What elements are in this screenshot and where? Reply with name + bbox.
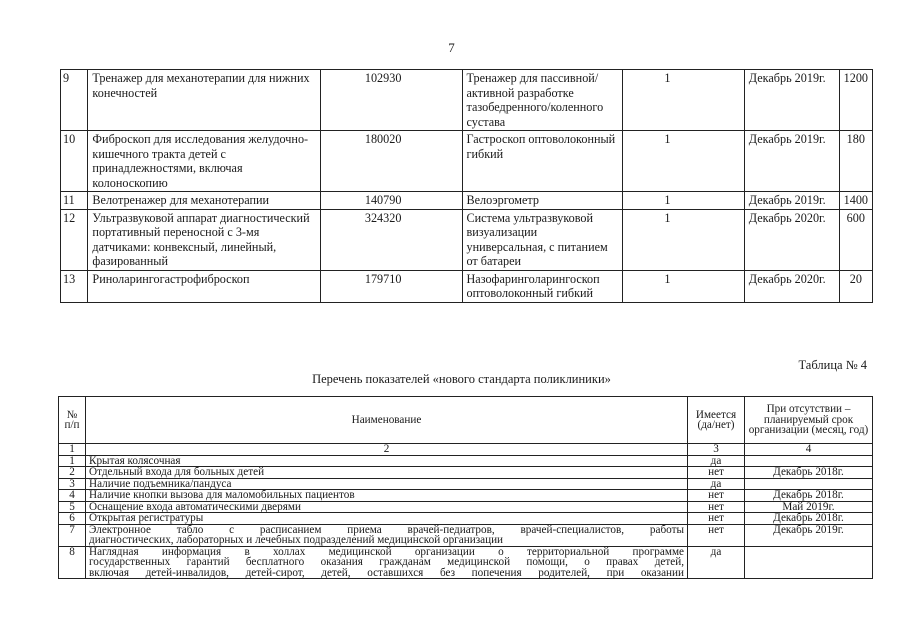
row-name: Оснащение входа автоматическими дверями bbox=[86, 501, 688, 513]
table-row bbox=[59, 546, 873, 579]
row-text-line: диагностических, лабораторных и лечебных подразделений медицинской организации bbox=[89, 534, 504, 546]
row-num: 13 bbox=[61, 270, 88, 302]
table-row bbox=[59, 455, 873, 467]
row-code: 102930 bbox=[320, 70, 462, 131]
table-row bbox=[61, 70, 873, 131]
row-has: нет bbox=[688, 467, 745, 479]
table-row bbox=[61, 209, 873, 270]
row-code: 140790 bbox=[320, 192, 462, 210]
row-num: 5 bbox=[59, 501, 86, 513]
row-num: 3 bbox=[59, 478, 86, 490]
table-row bbox=[59, 478, 873, 490]
table-header-row bbox=[59, 397, 873, 444]
row-date: Декабрь 2020г. bbox=[744, 209, 839, 270]
row-has: да bbox=[688, 546, 745, 579]
row-num: 1 bbox=[59, 455, 86, 467]
table-row bbox=[59, 467, 873, 479]
table-row bbox=[61, 192, 873, 210]
row-quantity: 1 bbox=[623, 70, 745, 131]
row-price: 1200 bbox=[839, 70, 872, 131]
row-code: 179710 bbox=[320, 270, 462, 302]
row-description: Тренажер для пассивной/активной разработке тазобедренного/коленного сустава bbox=[462, 70, 623, 131]
row-num: 7 bbox=[59, 524, 86, 546]
page-number: 7 bbox=[448, 40, 455, 55]
row-description: Велоэргометр bbox=[462, 192, 623, 210]
header-name: Наименование bbox=[86, 397, 688, 444]
row-num: 10 bbox=[61, 131, 88, 192]
row-date: Декабрь 2019г. bbox=[744, 70, 839, 131]
row-num: 6 bbox=[59, 513, 86, 525]
row-has: да bbox=[688, 455, 745, 467]
row-num: 11 bbox=[61, 192, 88, 210]
colnum-1: 1 bbox=[59, 444, 86, 456]
row-name: Крытая колясочная bbox=[86, 455, 688, 467]
row-plan: Декабрь 2018г. bbox=[745, 467, 873, 479]
standard-indicators-table bbox=[58, 396, 873, 579]
header-has: Имеется (да/нет) bbox=[688, 397, 745, 444]
row-price: 180 bbox=[839, 131, 872, 192]
table-row bbox=[59, 501, 873, 513]
header-plan: При отсутствии – планируемый срок организации (месяц, год) bbox=[745, 397, 873, 444]
row-text-line: Наглядная информация в холлах медицинской организации о территориальной программе bbox=[89, 545, 684, 558]
row-code: 180020 bbox=[320, 131, 462, 192]
row-name: Наличие кнопки вызова для маломобильных пациентов bbox=[86, 490, 688, 502]
row-plan: Декабрь 2019г. bbox=[745, 524, 873, 546]
table-row bbox=[61, 131, 873, 192]
row-date: Декабрь 2019г. bbox=[744, 131, 839, 192]
row-plan: Декабрь 2018г. bbox=[745, 513, 873, 525]
row-num: 2 bbox=[59, 467, 86, 479]
table-label: Таблица № 4 bbox=[798, 358, 867, 372]
colnum-2: 2 bbox=[86, 444, 688, 456]
row-plan: Декабрь 2018г. bbox=[745, 490, 873, 502]
row-price: 1400 bbox=[839, 192, 872, 210]
row-has: нет bbox=[688, 501, 745, 513]
row-text-line: включая детей-инвалидов, детей-сирот, детей, оставшихся без попечения родителей, при оказании bbox=[89, 566, 684, 579]
row-name: Ультразвуковой аппарат диагностический портативный переносной с 3-мя датчиками: конвексный, линейный, фазированный bbox=[88, 209, 320, 270]
row-num: 4 bbox=[59, 490, 86, 502]
row-name: Велотренажер для механотерапии bbox=[88, 192, 320, 210]
row-code: 324320 bbox=[320, 209, 462, 270]
table-row bbox=[59, 490, 873, 502]
row-description: Система ультразвуковой визуализации универсальная, с питанием от батареи bbox=[462, 209, 623, 270]
table-title: Перечень показателей «нового стандарта поликлиники» bbox=[312, 372, 611, 386]
row-has: да bbox=[688, 478, 745, 490]
row-quantity: 1 bbox=[623, 270, 745, 302]
colnum-3: 3 bbox=[688, 444, 745, 456]
row-quantity: 1 bbox=[623, 209, 745, 270]
row-name: Отдельный входа для больных детей bbox=[86, 467, 688, 479]
row-text-line: государственных гарантий бесплатного оказания гражданам медицинской помощи, о правах детей, bbox=[89, 556, 684, 568]
row-quantity: 1 bbox=[623, 192, 745, 210]
row-has: нет bbox=[688, 513, 745, 525]
column-number-row bbox=[59, 444, 873, 456]
row-text-line: Электронное табло с расписанием приема врачей-педиатров, врачей-специалистов, работы bbox=[89, 523, 684, 536]
row-plan bbox=[745, 546, 873, 579]
row-description: Гастроскоп оптоволоконный гибкий bbox=[462, 131, 623, 192]
row-description: Назофаринголарингоскоп оптоволоконный гибкий bbox=[462, 270, 623, 302]
equipment-table bbox=[60, 69, 873, 303]
row-plan bbox=[745, 455, 873, 467]
row-plan: Май 2019г. bbox=[745, 501, 873, 513]
row-has: нет bbox=[688, 524, 745, 546]
table-row bbox=[61, 270, 873, 302]
row-name: Фиброскоп для исследования желудочно-кишечного тракта детей с принадлежностями, включая колоноскопию bbox=[88, 131, 320, 192]
row-date: Декабрь 2019г. bbox=[744, 192, 839, 210]
table-row bbox=[59, 513, 873, 525]
row-price: 600 bbox=[839, 209, 872, 270]
row-name: Риноларингогастрофиброскоп bbox=[88, 270, 320, 302]
row-num: 12 bbox=[61, 209, 88, 270]
row-price: 20 bbox=[839, 270, 872, 302]
row-quantity: 1 bbox=[623, 131, 745, 192]
row-plan bbox=[745, 478, 873, 490]
table-row bbox=[59, 524, 873, 546]
row-date: Декабрь 2020г. bbox=[744, 270, 839, 302]
row-name: Тренажер для механотерапии для нижних конечностей bbox=[88, 70, 320, 131]
row-name: Открытая регистратуры bbox=[86, 513, 688, 525]
colnum-4: 4 bbox=[745, 444, 873, 456]
row-name: Наличие подъемника/пандуса bbox=[86, 478, 688, 490]
row-num: 9 bbox=[61, 70, 88, 131]
row-has: нет bbox=[688, 490, 745, 502]
row-num: 8 bbox=[59, 546, 86, 579]
header-num: № п/п bbox=[59, 397, 86, 444]
